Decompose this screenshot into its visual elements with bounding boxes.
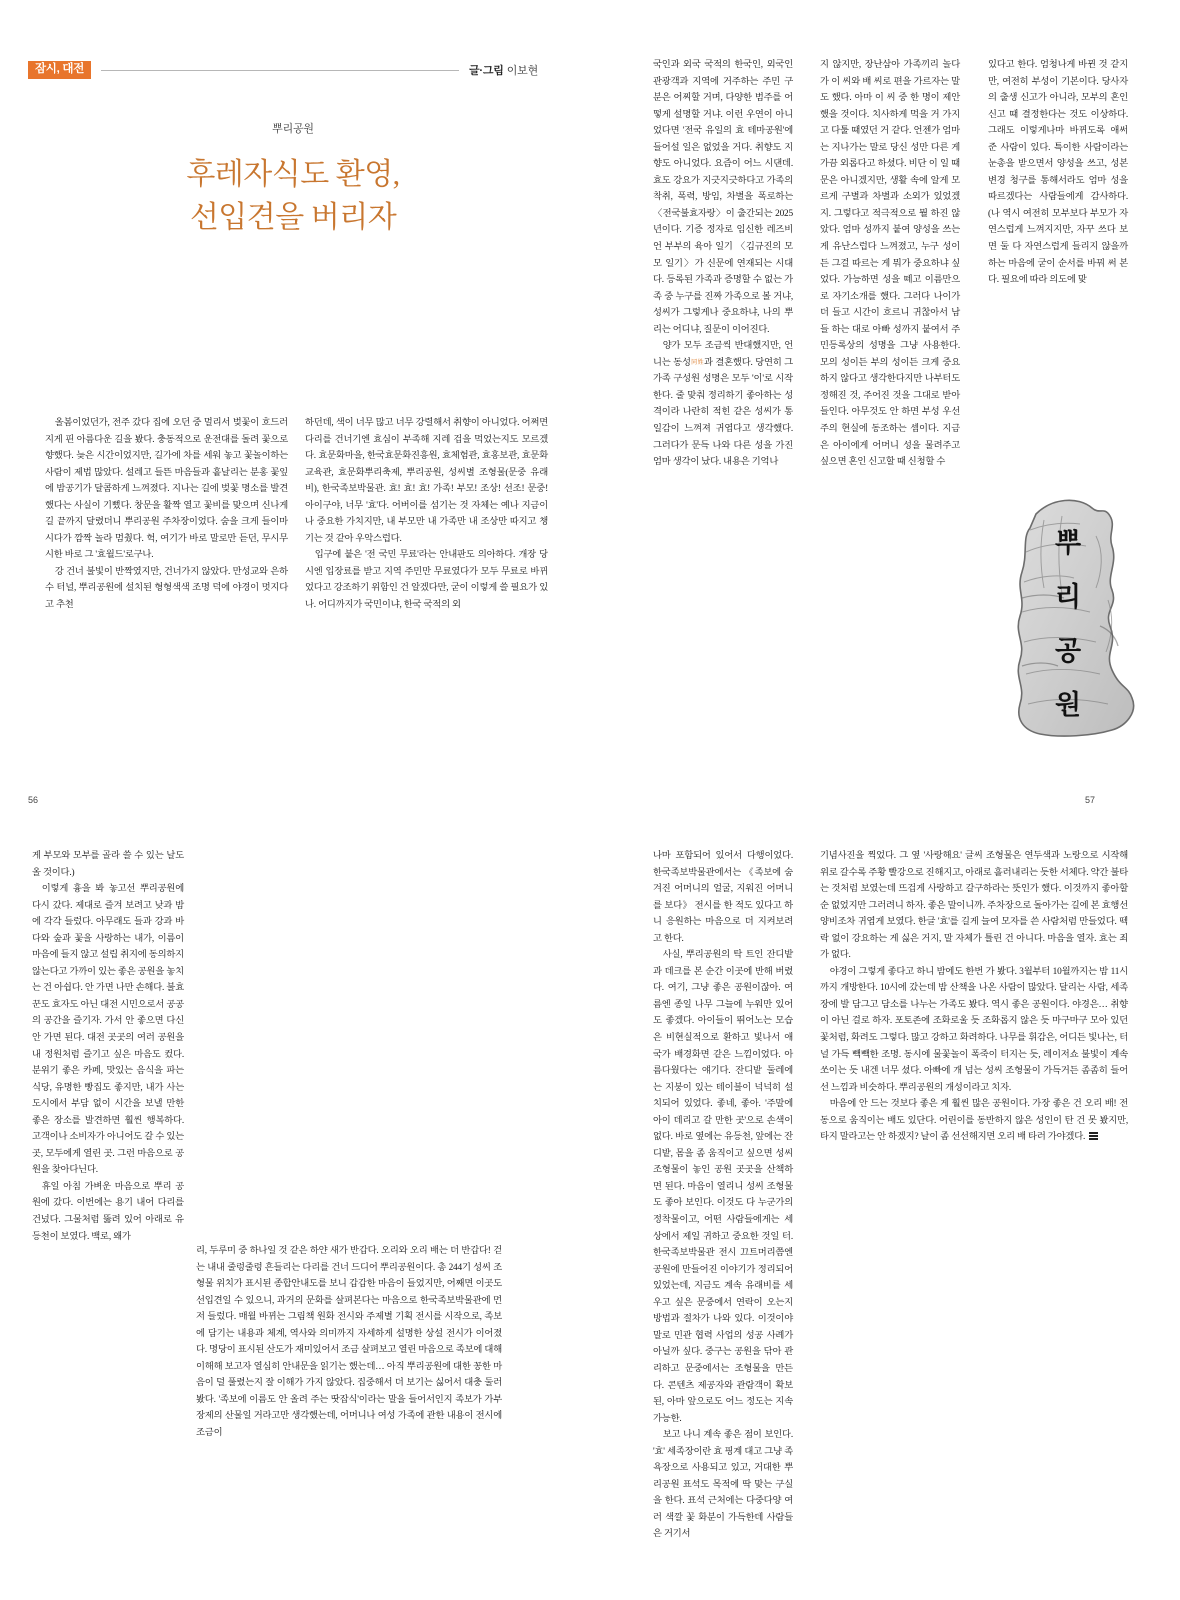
paragraph: 하던데, 색이 너무 많고 너무 강렬해서 취향이 아니었다. 어쩌면 다리를 건너기엔 효심이 부족해 지레 겁을 먹었는지도 모르겠다. 효문화마을, 한국효문화진흥원, 효체험관, 효홍보관, 효문화교육관, 효문화뿌리축제, 뿌리공원, 성씨별 조형물(문중 유래비), 한국족보박물관. 효! 효! 효! 가족! 부모! 조상! 선조! 문중! 아이구야, 너무 '효'다. 어버이를 섬기는 것 자체는 예나 지금이나 중요한 가치지만, 내 부모만 내 가족만 내 조상만 따지고 챙기는 것 같아 우악스럽다. <box>305 418 548 544</box>
headline-line-2: 선입견을 버리자 <box>189 200 397 234</box>
article-eyebrow: 뿌리공원 <box>272 123 314 135</box>
paragraph-final-text: 마음에 안 드는 것보다 좋은 게 훨씬 많은 공원이다. 가장 좋은 건 오리 배! 전동으로 움직이는 배도 있단다. 어린이를 동반하지 않은 성인이 탄 건 못 봤지만, 타지 말라고는 안 하겠지? 날이 좀 선선해지면 오리 배 타러 가야겠다. <box>820 1099 1128 1143</box>
body-column-6 <box>32 848 184 1245</box>
byline-author-name: 이보현 <box>506 65 538 77</box>
page-title <box>28 154 558 239</box>
section-kicker-badge: 잠시, 대전 <box>28 61 91 80</box>
body-column-8 <box>653 848 793 1543</box>
rock-char-3: 공 <box>1054 636 1082 666</box>
headline-line-1: 후레자식도 환영, <box>186 158 400 191</box>
paragraph: 국인과 외국 국적의 한국인, 외국인 관광객과 지역에 거주하는 주민 구분은 어찌할 거며, 다양한 범주를 어떻게 설명할 거냐. 이런 우연이 아니었다면 '전국 유일의 효 테마공원'에 들어설 일은 없었을 거다. 취향도 지향도 아니었다. 요즘이 어느 시댄데. 효도 강요가 지긋지긋하다고 가족의 착취, 폭력, 방임, 차별을 폭로하는 〈전국불효자랑〉이 출간되는 2025년이다. 기증 정자로 임신한 레즈비언 부부의 육아 일기 〈김규진의 모모 일기〉가 신문에 연재되는 시대다. 등록된 가족과 증명할 수 없는 가족 중 누구를 진짜 가족으로 볼 거냐, 성씨가 그렇게나 중요하냐, 나의 뿌리는 어디냐, 질문이 이어진다. <box>653 60 793 335</box>
body-column-3 <box>653 57 793 471</box>
body-column-5 <box>988 57 1128 289</box>
rock-char-2: 리 <box>1054 582 1082 612</box>
paragraph: 기념사진을 찍었다. 그 옆 '사랑해요' 글씨 조형물은 연두색과 노랑으로 시작해 위로 갈수록 주황 빨강으로 진해지고, 아래로 흘러내리는 듯한 서체다. 약간 불타는 것처럼 보였는데 뜨겁게 사랑하고 갈구하라는 뜻인가 했다. 이것까지 좋아할 순 없었지만 그러려니 하자. 좋은 말이니까. 주차장으로 돌아가는 길에 본 효행선양비조차 귀엽게 보였다. 한글 '효'를 길게 늘여 모자를 쓴 사람처럼 만들었다. 떽락 없이 강요하는 게 싫은 거지, 말 자체가 틀린 건 아니다. 마음을 열자. 효는 죄가 없다. <box>820 851 1128 961</box>
paragraph: 이렇게 흉을 봐 놓고선 뿌리공원에 다시 갔다. 제대로 즐겨 보려고 낮과 밤에 각각 들렀다. 아무래도 들과 강과 바다와 숲과 꽃을 사랑하는 내가, 이름이 마음에 들지 않고 설립 취지에 동의하지 않는다고 가까이 있는 좋은 공원을 놓치는 건 아쉽다. 안 가면 나만 손해다. 불효꾼도 효자도 아닌 대전 시민으로서 공공의 공간을 즐기자. 가서 안 좋으면 다신 안 가면 된다. 대전 곳곳의 여러 공원을 내 정원처럼 즐기고 싶은 마음도 컸다. 분위기 좋은 카페, 맛있는 음식을 파는 식당, 유명한 빵집도 좋지만, 내가 사는 도시에서 부담 없이 시간을 보낼 만한 좋은 장소를 발견하면 훨씬 행복하다. 고객이나 소비자가 아니어도 갈 수 있는 곳, 모두에게 열린 곳. 그런 마음으로 공원을 찾아다닌다. <box>32 884 184 1176</box>
paragraph: 강 건너 불빛이 반짝였지만, 건너가지 않았다. 만성교와 은하수 터널, 뿌리공원에 설치된 형형색색 조명 덕에 야경이 멋지다고 추천 <box>45 566 288 611</box>
folio-left: 56 <box>28 795 39 805</box>
paragraph: 양가 모두 조금씩 반대했지만, 언니는 동성同姓과 결혼했다. 당연히 그 가족 구성원 성명은 모두 '이'로 시작한다. 줄 맞춰 정리하기 좋아하는 성격이라 나란히 적힌 같은 성씨가 통일감이 느껴져 귀엽다고 생각했다. 그러다가 문득 나와 다른 성을 가진 엄마 생각이 났다. 내용은 기억나 <box>653 341 793 468</box>
paragraph: 사실, 뿌리공원의 탁 트인 잔디밭과 데크를 본 순간 이곳에 반해 버렸다. 여기, 그냥 좋은 공원이잖아. 여름엔 종일 나무 그늘에 누워만 있어도 좋겠다. 아이들이 뛰어노는 모습은 비현실적으로 환하고 빛나서 애국가 배경화면 같은 느낌이었다. 아름다웠다는 얘기다. 잔디밭 둘레에는 지붕이 있는 테이블이 넉넉히 설치되어 있었다. 좋네, 좋아. '주말에 아이 데리고 갈 만한 곳'으로 손색이 없다. 바로 옆에는 유등천, 앞에는 잔디밭, 몸을 좀 움직이고 싶으면 성씨 조형물이 놓인 공원 곳곳을 산책하면 된다. 마음이 열리니 성씨 조형물도 좋아 보인다. 이것도 다 누군가의 정착물이고, 어떤 사람들에게는 세상에서 제일 귀하고 중요한 것일 터. 한국족보박물관 전시 끄트머리쯤엔 공원에 만들어진 이야기가 정리되어 있었는데, 지금도 계속 유래비를 세우고 싶은 문중에서 연락이 오는지 방법과 절차가 나와 있다. 이것이야말로 민관 협력 사업의 성공 사례가 아닐까 싶다. 중구는 공원을 닦아 관리하고 문중에서는 조형물을 만든다. 콘텐츠 제공자와 관람객이 확보된, 아마 앞으로도 어느 정도는 지속가능한. <box>653 950 793 1424</box>
body-column-9 <box>820 848 1128 1146</box>
hanja-gloss: 同姓 <box>690 359 704 366</box>
paragraph: 리, 두루미 중 하나일 것 같은 하얀 새가 반갑다. 오리와 오리 배는 더 반갑다! 걷는 내내 줄렁줄렁 흔들리는 다리를 건너 드디어 뿌리공원이다. 총 244기 성씨 조형물 위치가 표시된 종합안내도를 보니 갑갑한 마음이 들었지만, 어째면 이곳도 선입견일 수 있으니, 과거의 문화를 살펴본다는 마음으로 한국족보박물관에 먼저 들렀다. 매월 바뀌는 그림책 원화 전시와 주제별 기획 전시를 시작으로, 족보에 담기는 내용과 체계, 역사와 의미까지 자세하게 설명한 상설 전시가 이어졌다. 명당이 표시된 산도가 재미있어서 조금 살펴보고 열린 마음으로 족보에 대해 이해해 보고자 열심히 안내문을 읽기는 했는데… 아직 뿌리공원에 대한 꽁한 마음이 덜 풀렸는지 잘 이해가 가지 않았다. 집중해서 더 보기는 싫어서 대충 둘러봤다. '족보에 이름도 안 올려 주는 땃잡식'이라는 말을 들어서인지 족보가 가부장제의 산물일 거라고만 생각했는데, 어머니나 여성 가족에 관한 내용이 전시에 조금이 <box>196 1246 502 1439</box>
masthead <box>28 58 538 82</box>
article-end-marker <box>1089 1132 1098 1140</box>
rock-char-1: 뿌 <box>1054 528 1082 558</box>
paragraph: 지 않지만, 장난삼아 가족끼리 놀다가 이 씨와 배 씨로 편을 가르자는 말도 했다. 아마 이 씨 중 한 명이 제안했을 것이다. 치사하게 먹을 거 가지고 다툴 때였던 거 같다. 언젠가 엄마는 지나가는 말로 당신 성만 다른 게 가끔 외롭다고 하셨다. 비단 이 일 때문은 아니겠지만, 생활 속에 알게 모르게 구별과 차별과 소외가 있었겠지. 그렇다고 적극적으로 뭘 하진 않았다. 엄마 성까지 붙여 양성을 쓰는 게 유난스럽다 느껴졌고, 누구 성이든 그걸 따르는 게 뭐가 중요하냐 싶었다. 가능하면 성을 떼고 이름만으로 자기소개를 했다. 그러다 나이가 더 들고 시간이 흐르니 귀찮아서 남들 하는 대로 아빠 성까지 붙여서 주민등록상의 성명을 그냥 사용한다. 모의 성이든 부의 성이든 크게 중요하지 않다고 생각한다지만 나부터도 정해진 것, 주어진 것을 그대로 받아들인다. 아무것도 안 하면 부성 우선주의 현실에 동조하는 셈이다. 지금은 아이에게 어머니 성을 물려주고 싶으면 혼인 신고할 때 신청할 수 <box>820 60 960 468</box>
byline-role-label: 글·그림 <box>468 65 504 77</box>
paragraph: 올봄이었던가, 전주 갔다 집에 오던 중 멀리서 벚꽃이 흐드러지게 핀 아름다운 길을 봤다. 충동적으로 운전대를 돌려 꽃으로 향했다. 늦은 시간이었지만, 길가에 차를 세워 놓고 꽃놀이하는 사람이 제법 많았다. 설레고 들뜬 마음들과 흩날리는 분홍 꽃잎에 밤공기가 달콤하게 느껴졌다. 지나는 길에 벚꽃 명소를 발견했다는 사실이 기뻤다. 창문을 활짝 열고 꽃비를 맞으며 신나게 길 끝까지 달렸더니 뿌리공원 주차장이었다. 숨을 크게 들이마시다가 깜짝 놀라 멈췄다. 헉, 여기가 바로 말로만 듣던, 무시무시한 바로 그 '효월드'로구나. <box>45 418 288 561</box>
masthead-divider <box>101 70 459 71</box>
spread-bottom <box>0 830 1180 1600</box>
body-column-1 <box>45 415 288 614</box>
paragraph: 게 부모와 모부를 골라 쓸 수 있는 날도 올 것이다.) <box>32 851 184 878</box>
body-column-7 <box>196 1243 502 1442</box>
body-column-2 <box>305 415 548 614</box>
paragraph-final <box>820 1096 1128 1146</box>
rock-monument-illustration <box>1000 490 1160 750</box>
paragraph: 휴일 아침 가벼운 마음으로 뿌리 공원에 갔다. 이번에는 용기 내어 다리를 건넜다. 그물처럼 뚫려 있어 아래로 유등천이 보였다. 백로, 왜가 <box>32 1181 184 1242</box>
rock-char-4: 원 <box>1054 690 1082 720</box>
paragraph: 있다고 한다. 엄청나게 바뀐 것 같지만, 여전히 부성이 기본이다. 당사자의 출생 신고가 아니라, 모부의 혼인 신고 때 결정한다는 것도 이상하다. 그래도 이렇게나마 바뀌도록 애써 준 사람이 있다. 특이한 사람이라는 눈총을 받으면서 양성을 쓰고, 성본 변경 청구를 통해서라도 엄마 성을 따르겠다는 사람들에게 감사하다. (나 역시 여전히 모부보다 부모가 자연스럽게 느껴지지만, 자꾸 쓰다 보면 둘 다 자연스럽게 들리지 않을까 하는 마음에 굳이 순서를 바꿔 써 본다. 필요에 따라 의도에 맞 <box>988 60 1128 286</box>
folio-right: 57 <box>1085 795 1096 805</box>
paragraph: 입구에 붙은 '전 국민 무료'라는 안내판도 의아하다. 개장 당시엔 입장료를 받고 지역 주민만 무료였다가 모두 무료로 바뀌었다고 강조하기 위함인 건 알겠다만, 굳이 이렇게 쓸 필요가 있나. 어디까지가 국민이냐, 한국 국적의 외 <box>305 550 548 611</box>
body-column-4 <box>820 57 960 471</box>
paragraph: 보고 나니 계속 좋은 점이 보인다. '효' 세족장이란 효 핑계 대고 그냥 족욕장으로 사용되고 있고, 거대한 뿌리공원 표석도 목적에 딱 맞는 구실을 한다. 표석 근처에는 다중다양 여러 색깔 꽃 화분이 가득한데 사람들은 거기서 <box>653 1430 793 1540</box>
title-block <box>28 120 558 239</box>
paragraph: 나마 포함되어 있어서 다행이었다. 한국족보박물관에서는 《족보에 숨겨진 어머니의 얼굴, 지워진 어머니를 보다》 전시를 한 적도 있다고 하니 응원하는 마음으로 더 지켜보려고 한다. <box>653 851 793 944</box>
byline <box>469 62 538 78</box>
paragraph: 야경이 그렇게 좋다고 하니 밤에도 한번 가 봤다. 3월부터 10월까지는 밤 11시까지 개방한다. 10시에 갔는데 밤 산책을 나온 사람이 많았다. 달리는 사람, 세족장에 발 담그고 담소를 나누는 가족도 봤다. 역시 좋은 공원이다. 야경은… 취향이 아닌 걸로 하자. 포토존에 조화로울 듯 조화롭지 않은 듯 마구마구 모아 있던 꽃처럼, 화려도 그렇다. 많고 강하고 화려하다. 나무를 휘감은, 어디든 빛나는, 터널 가득 빽빽한 조명. 동시에 물꽃놀이 폭죽이 터지는 듯, 레이저쇼 불빛이 계속 쏘이는 듯 내겐 너무 셨다. 아빠에 개 넘는 성씨 조형물이 가득거든 좀좀히 들어선 느낌과 비슷하다. 뿌리공원의 개성이라고 치자. <box>820 966 1128 1093</box>
